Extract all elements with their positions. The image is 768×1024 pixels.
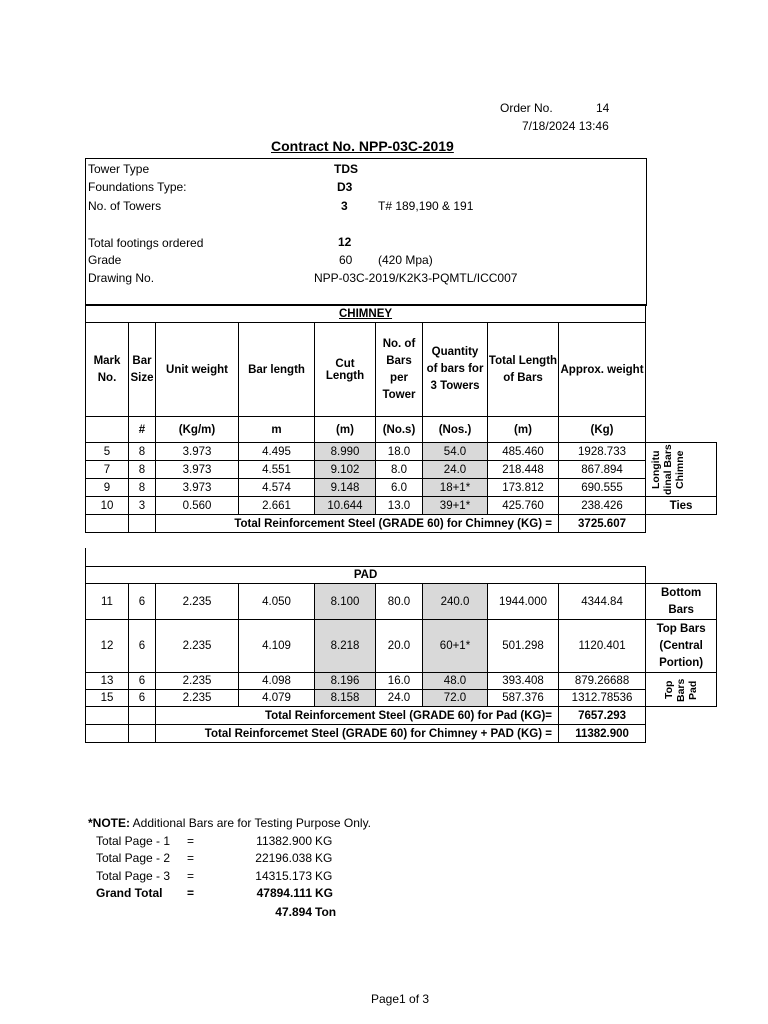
- footings-label: Total footings ordered: [88, 236, 204, 250]
- note-text: Additional Bars are for Testing Purpose Only.: [130, 816, 372, 830]
- summary-eq: =: [187, 886, 195, 900]
- grade-label: Grade: [88, 253, 122, 267]
- chimney-title: CHIMNEY: [86, 305, 646, 323]
- summary-value: 14315.173: [255, 869, 312, 883]
- cell: 10.644: [315, 497, 376, 515]
- side-label-top-bars-central: Top Bars (Central Portion): [646, 620, 717, 673]
- order-label: Order No.: [500, 101, 553, 115]
- cell: 8.0: [376, 461, 423, 479]
- cell: 879.26688: [559, 673, 646, 690]
- table-row: [86, 497, 717, 515]
- cell: 9: [86, 479, 129, 497]
- cell: 393.408: [488, 673, 559, 690]
- cell: 3.973: [156, 443, 239, 461]
- grand-total-label: Total Reinforcemet Steel (GRADE 60) for Chimney + PAD (KG) =: [156, 725, 559, 743]
- chimney-total-value: 3725.607: [559, 515, 646, 533]
- cell: 2.235: [156, 690, 239, 707]
- summary-label: Total Page - 3: [96, 869, 171, 883]
- col-header-approx-weight: Approx. weight: [559, 323, 646, 417]
- tower-type-label: Tower Type: [88, 162, 150, 176]
- table-row: [86, 584, 717, 620]
- cell: 2.235: [156, 673, 239, 690]
- col-header-bar-length: Bar length: [239, 323, 315, 417]
- cell: 8.100: [315, 584, 376, 620]
- page-number: Page1 of 3: [371, 992, 430, 1006]
- col-header-bar-size: Bar Size: [129, 323, 156, 417]
- cell: 4.574: [239, 479, 315, 497]
- summary-value: 47894.111: [256, 886, 312, 900]
- cell: 2.235: [156, 584, 239, 620]
- cell: 425.760: [488, 497, 559, 515]
- note: [88, 816, 371, 830]
- cell: 0.560: [156, 497, 239, 515]
- foundations-value: D3: [337, 180, 353, 194]
- col-header-total-length: Total Length of Bars: [488, 323, 559, 417]
- cell: 4344.84: [559, 584, 646, 620]
- cell: 1312.78536: [559, 690, 646, 707]
- summary-eq: =: [187, 851, 195, 865]
- cell: 12: [86, 620, 129, 673]
- col-header-quantity: Quantity of bars for 3 Towers: [423, 323, 488, 417]
- cell: 6: [129, 673, 156, 690]
- tower-type-value: TDS: [334, 162, 358, 176]
- cell: 18.0: [376, 443, 423, 461]
- cell: 173.812: [488, 479, 559, 497]
- unit-bar-size: #: [129, 417, 156, 443]
- table-row: [86, 673, 717, 690]
- summary-unit: KG: [315, 834, 333, 848]
- foundations-label: Foundations Type:: [88, 180, 187, 194]
- cell: 48.0: [423, 673, 488, 690]
- cell: 485.460: [488, 443, 559, 461]
- cell: 2.661: [239, 497, 315, 515]
- contract-title: Contract No. NPP-03C-2019: [271, 138, 454, 154]
- side-label-top-bars-pad: Top Bars Pad: [646, 673, 717, 707]
- table-row: [86, 690, 717, 707]
- cell: 8: [129, 461, 156, 479]
- summary-eq: =: [187, 869, 195, 883]
- cell: 690.555: [559, 479, 646, 497]
- grand-total-value: 11382.900: [559, 725, 646, 743]
- ton-value: 47.894: [275, 905, 312, 919]
- cell: 4.098: [239, 673, 315, 690]
- cell: 218.448: [488, 461, 559, 479]
- cell: 39+1*: [423, 497, 488, 515]
- cell: 54.0: [423, 443, 488, 461]
- summary-value: 22196.038: [255, 851, 312, 865]
- cell: 1944.000: [488, 584, 559, 620]
- cell: 8.218: [315, 620, 376, 673]
- unit-quantity: (Nos.): [423, 417, 488, 443]
- pad-total-value: 7657.293: [559, 707, 646, 725]
- ton-unit: Ton: [315, 905, 337, 919]
- unit-cut-length: (m): [315, 417, 376, 443]
- cell: 8: [129, 443, 156, 461]
- cell: 240.0: [423, 584, 488, 620]
- summary-unit: KG: [315, 886, 333, 900]
- divider-line: [85, 548, 86, 566]
- cell: 4.050: [239, 584, 315, 620]
- cell: 1928.733: [559, 443, 646, 461]
- unit-total-length: (m): [488, 417, 559, 443]
- cell: 238.426: [559, 497, 646, 515]
- unit-bar-length: m: [239, 417, 315, 443]
- cell: 10: [86, 497, 129, 515]
- cell: 18+1*: [423, 479, 488, 497]
- cell: 4.495: [239, 443, 315, 461]
- summary-unit: KG: [315, 851, 333, 865]
- chimney-total-label: Total Reinforcement Steel (GRADE 60) for Chimney (KG) =: [156, 515, 559, 533]
- cell: 6: [129, 584, 156, 620]
- cell: 867.894: [559, 461, 646, 479]
- summary-label: Total Page - 2: [96, 851, 171, 865]
- cell: 16.0: [376, 673, 423, 690]
- table-row: [86, 461, 717, 479]
- cell: 60+1*: [423, 620, 488, 673]
- cell: 4.551: [239, 461, 315, 479]
- col-header-mark: Mark No.: [86, 323, 129, 417]
- towers-value: 3: [341, 199, 348, 213]
- summary-label: Total Page - 1: [96, 834, 171, 848]
- cell: 1120.401: [559, 620, 646, 673]
- grade-value: 60: [339, 253, 353, 267]
- cell: 9.102: [315, 461, 376, 479]
- summary-unit: KG: [315, 869, 333, 883]
- unit-approx-weight: (Kg): [559, 417, 646, 443]
- table-row: [86, 620, 717, 673]
- order-value: 14: [596, 101, 610, 115]
- pad-table: [85, 566, 717, 743]
- cell: 8.196: [315, 673, 376, 690]
- cell: 3.973: [156, 461, 239, 479]
- drawing-label: Drawing No.: [88, 271, 155, 285]
- col-header-unit-weight: Unit weight: [156, 323, 239, 417]
- cell: 2.235: [156, 620, 239, 673]
- cell: 24.0: [423, 461, 488, 479]
- cell: 6.0: [376, 479, 423, 497]
- col-header-bars-per-tower: No. of Bars per Tower: [376, 323, 423, 417]
- cell: 4.079: [239, 690, 315, 707]
- side-label-bottom-bars: Bottom Bars: [646, 584, 717, 620]
- unit-unit-weight: (Kg/m): [156, 417, 239, 443]
- table-row: [86, 443, 717, 461]
- unit-bars-per-tower: (No.s): [376, 417, 423, 443]
- cell: 6: [129, 690, 156, 707]
- cell: 72.0: [423, 690, 488, 707]
- cell: 13: [86, 673, 129, 690]
- cell: 8.158: [315, 690, 376, 707]
- towers-note: T# 189,190 & 191: [378, 199, 474, 213]
- cell: 8.990: [315, 443, 376, 461]
- cell: 6: [129, 620, 156, 673]
- drawing-value: NPP-03C-2019/K2K3-PQMTL/ICC007: [314, 271, 518, 285]
- cell: 20.0: [376, 620, 423, 673]
- cell: 24.0: [376, 690, 423, 707]
- summary-label: Grand Total: [96, 886, 163, 900]
- pad-title: PAD: [86, 567, 646, 584]
- pad-total-label: Total Reinforcement Steel (GRADE 60) for Pad (KG)=: [156, 707, 559, 725]
- col-header-cut-length: Cut Length: [315, 323, 376, 417]
- cell: 11: [86, 584, 129, 620]
- cell: 501.298: [488, 620, 559, 673]
- summary-value: 11382.900: [256, 834, 312, 848]
- grade-note: (420 Mpa): [378, 253, 433, 267]
- cell: 3.973: [156, 479, 239, 497]
- unit-mark: [86, 417, 129, 443]
- cell: 9.148: [315, 479, 376, 497]
- cell: 13.0: [376, 497, 423, 515]
- cell: 80.0: [376, 584, 423, 620]
- cell: 15: [86, 690, 129, 707]
- table-row: [86, 479, 717, 497]
- cell: 4.109: [239, 620, 315, 673]
- side-label-ties: Ties: [646, 497, 717, 515]
- towers-label: No. of Towers: [88, 199, 162, 213]
- cell: 8: [129, 479, 156, 497]
- cell: 7: [86, 461, 129, 479]
- footings-value: 12: [338, 235, 352, 249]
- chimney-table: [85, 304, 717, 533]
- side-label-longitudinal: Longitu dinal Bars Chimne: [646, 443, 717, 497]
- cell: 5: [86, 443, 129, 461]
- cell: 3: [129, 497, 156, 515]
- summary-eq: =: [187, 834, 195, 848]
- order-datetime: 7/18/2024 13:46: [522, 119, 609, 133]
- note-prefix: *NOTE:: [88, 816, 130, 830]
- cell: 587.376: [488, 690, 559, 707]
